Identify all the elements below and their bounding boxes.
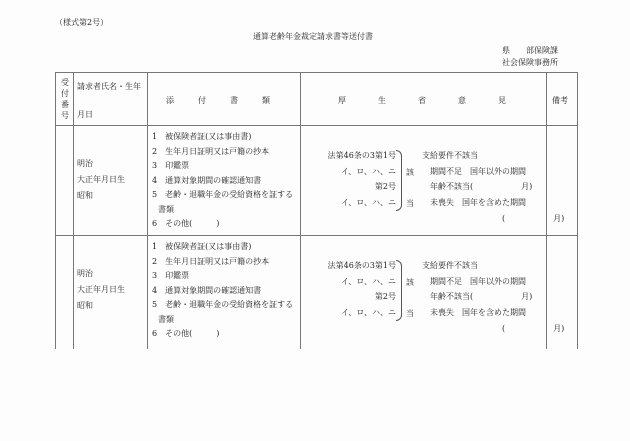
opinion-item: ( 月) <box>502 213 565 223</box>
document-item: 書類 <box>158 314 174 324</box>
law-articles <box>314 148 396 211</box>
opinion-item: 未喪失 国年を含めた期間 <box>430 198 526 208</box>
gai-label: 該 <box>406 278 414 287</box>
opinion-item: ( 月) <box>502 323 565 333</box>
birth-era <box>77 156 125 204</box>
era-line: 明治 <box>77 159 93 168</box>
opinion-item: 年齢不該当( 月) <box>430 292 533 302</box>
gai-label: 該 <box>406 168 414 177</box>
page-title: 通算老齢年金裁定請求書等送付書 <box>253 32 373 41</box>
header-remarks: 備考 <box>552 96 568 105</box>
document-item: 6 その他( ) <box>152 329 220 338</box>
document-item: 5 老齢・退職年金の受給資格を証する <box>152 190 294 199</box>
document-item: 3 印鑑票 <box>152 271 190 280</box>
document-item: 1 被保険者証(又は事由書) <box>152 132 252 141</box>
form-number: （様式第2号） <box>55 18 109 27</box>
document-item: 2 生年月日証明又は戸籍の抄本 <box>152 256 270 266</box>
era-line: 昭和 <box>77 301 93 310</box>
opinion-item: 年齢不該当( 月) <box>430 182 533 192</box>
sender-office: 社会保険事務所 <box>502 58 558 67</box>
submission-table <box>55 72 578 349</box>
opinion-item: 期間不足 国年以外の期間 <box>430 166 526 176</box>
header-claimant-line2: 月日 <box>77 110 93 119</box>
era-line: 大正年月日生 <box>77 285 125 294</box>
law-line: イ、ロ、ハ、ニ <box>341 276 396 286</box>
law-line: イ、ロ、ハ、ニ <box>341 166 396 176</box>
opinion-options <box>422 148 564 227</box>
law-line: 第2号 <box>374 182 396 192</box>
sender-dept: 県 部保険課 <box>502 46 558 55</box>
law-articles <box>314 258 396 321</box>
law-line: イ、ロ、ハ、ニ <box>341 308 396 318</box>
law-line: 第2号 <box>374 292 396 302</box>
brace <box>396 260 402 321</box>
document-item: 1 被保険者証(又は事由書) <box>152 242 252 251</box>
birth-era <box>77 266 125 314</box>
document-list <box>152 130 293 232</box>
document-item: 書類 <box>158 204 174 214</box>
opinion-item: 未喪失 国年を含めた期間 <box>430 308 526 318</box>
opinion-item: 支給要件不該当 <box>422 151 478 160</box>
document-item: 3 印鑑票 <box>152 161 190 170</box>
table-row <box>56 236 577 345</box>
law-line: 法第46条の3第1号 <box>327 261 396 270</box>
header-attachments: 添 付 書 類 <box>166 96 270 105</box>
document-item: 4 通算対象期間の確認通知書 <box>152 175 262 185</box>
brace <box>396 150 402 211</box>
tou-label: 当 <box>406 309 414 318</box>
header-claimant-line1: 請求者氏名・生年 <box>77 82 141 91</box>
opinion-item: 支給要件不該当 <box>422 261 478 270</box>
document-item: 4 通算対象期間の確認通知書 <box>152 285 262 295</box>
law-line: イ、ロ、ハ、ニ <box>341 198 396 208</box>
header-receipt-no: 受付番号 <box>61 78 69 120</box>
law-line: 法第46条の3第1号 <box>327 151 396 160</box>
document-item: 5 老齢・退職年金の受給資格を証する <box>152 300 294 309</box>
opinion-options <box>422 258 564 337</box>
table-row <box>56 126 577 235</box>
document-item: 2 生年月日証明又は戸籍の抄本 <box>152 146 270 156</box>
era-line: 明治 <box>77 269 93 278</box>
era-line: 昭和 <box>77 191 93 200</box>
opinion-item: 期間不足 国年以外の期間 <box>430 276 526 286</box>
era-line: 大正年月日生 <box>77 175 125 184</box>
document-list <box>152 240 293 342</box>
tou-label: 当 <box>406 199 414 208</box>
header-opinion: 厚 生 省 意 見 <box>338 96 506 105</box>
document-item: 6 その他( ) <box>152 219 220 228</box>
